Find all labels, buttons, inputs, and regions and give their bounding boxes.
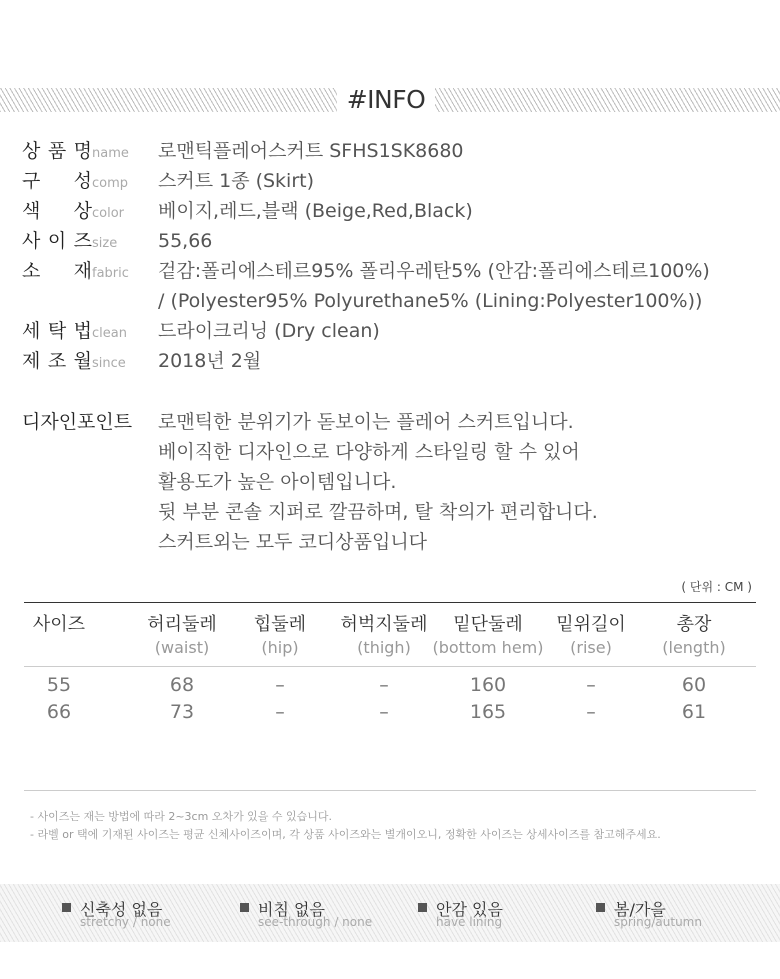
table-cell: 61: [681, 701, 707, 723]
spec-value: 2018년 2월: [158, 350, 262, 372]
table-cell: –: [379, 701, 389, 723]
table-header-rise: 밑위길이 (rise): [556, 614, 626, 657]
design-point-line: 뒷 부분 콘솔 지퍼로 깔끔하며, 탈 착의가 편리합니다.: [158, 501, 598, 523]
spec-value: 55,66: [158, 230, 213, 252]
table-cell: –: [586, 701, 596, 723]
design-point-line: 활용도가 높은 아이템입니다.: [158, 471, 397, 493]
spec-label: 색 상: [22, 200, 92, 222]
spec-label-en: clean: [92, 326, 127, 341]
table-cell: –: [275, 701, 285, 723]
spec-label-en: size: [92, 236, 118, 251]
table-cell: –: [275, 674, 285, 696]
design-point-line: 스커트외는 모두 코디상품입니다: [158, 531, 428, 553]
feature-label: 비침 없음: [258, 900, 325, 919]
spec-value: 드라이크리닝 (Dry clean): [158, 320, 380, 342]
table-row: [24, 674, 756, 700]
unit-note: ( 단위 : CM ): [681, 580, 752, 594]
spec-value-line2: / (Polyester95% Polyurethane5% (Lining:Polyester100%)): [158, 290, 703, 312]
spec-label: 사 이 즈: [22, 230, 92, 252]
table-header-waist: 허리둘레 (waist): [147, 614, 217, 657]
feature-label-en: stretchy / none: [80, 915, 171, 929]
feature-label: 안감 있음: [436, 900, 503, 919]
spec-label-en: since: [92, 356, 126, 371]
spec-value: 스커트 1종 (Skirt): [158, 170, 315, 192]
spec-value: 베이지,레드,블랙 (Beige,Red,Black): [158, 200, 473, 222]
spec-label: 소 재: [22, 260, 92, 282]
table-cell: 68: [169, 674, 195, 696]
spec-label-en: name: [92, 146, 129, 161]
table-cell: 66: [46, 701, 72, 723]
square-bullet-icon: [418, 903, 427, 912]
design-point-label: 디자인포인트: [22, 411, 133, 433]
spec-label: 세 탁 법: [22, 320, 92, 342]
spec-label: 구 성: [22, 170, 92, 192]
table-header-thigh: 허벅지둘레 (thigh): [340, 614, 428, 657]
size-notes: [30, 808, 661, 844]
table-header-length: 총장 (length): [662, 614, 726, 657]
table-cell: –: [586, 674, 596, 696]
spec-label-en: fabric: [92, 266, 129, 281]
table-header-bottom-hem: 밑단둘레 (bottom hem): [432, 614, 544, 657]
table-cell: 55: [46, 674, 72, 696]
table-cell: 73: [169, 701, 195, 723]
table-cell: 160: [469, 674, 507, 696]
table-row: [24, 701, 756, 727]
spec-label-en: color: [92, 206, 125, 221]
note-line: - 라벨 or 택에 기재된 사이즈는 평균 신체사이즈이며, 각 상품 사이즈와는 별개이오니, 정확한 사이즈는 상세사이즈를 참고해주세요.: [30, 828, 661, 841]
spec-value: 겉감:폴리에스테르95% 폴리우레탄5% (안감:폴리에스테르100%): [158, 260, 710, 282]
table-header-rule: [24, 666, 756, 667]
feature-label: 봄/가을: [614, 900, 666, 919]
note-line: - 사이즈는 재는 방법에 따라 2~3cm 오차가 있을 수 있습니다.: [30, 810, 333, 823]
table-header-size: 사이즈: [32, 614, 86, 635]
design-point-line: 베이직한 디자인으로 다양하게 스타일링 할 수 있어: [158, 441, 580, 463]
square-bullet-icon: [62, 903, 71, 912]
table-bottom-rule: [24, 790, 756, 791]
spec-label: 상 품 명: [22, 140, 92, 162]
square-bullet-icon: [240, 903, 249, 912]
feature-label-en: spring/autumn: [614, 915, 702, 929]
table-cell: 165: [469, 701, 507, 723]
square-bullet-icon: [596, 903, 605, 912]
table-cell: –: [379, 674, 389, 696]
feature-label-en: have lining: [436, 915, 503, 929]
spec-label: 제 조 월: [22, 350, 92, 372]
section-title: #INFO: [337, 84, 435, 116]
design-point-text: [158, 407, 598, 557]
spec-value: 로맨틱플레어스커트 SFHS1SK8680: [158, 140, 464, 162]
table-header-hip: 힙둘레 (hip): [253, 614, 307, 657]
design-point-line: 로맨틱한 분위기가 돋보이는 플레어 스커트입니다.: [158, 411, 574, 433]
feature-label: 신축성 없음: [80, 900, 163, 919]
table-cell: 60: [681, 674, 707, 696]
feature-label-en: see-through / none: [258, 915, 373, 929]
spec-label-en: comp: [92, 176, 129, 191]
